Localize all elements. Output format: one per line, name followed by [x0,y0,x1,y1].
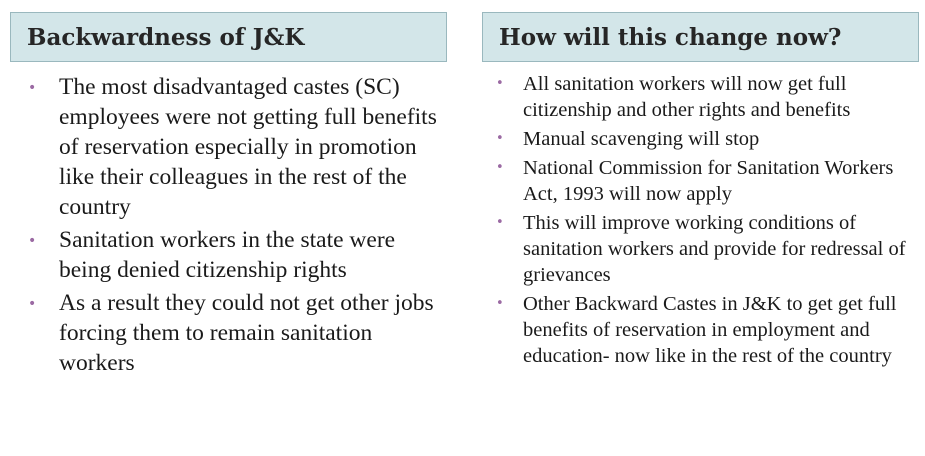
list-item [496,291,914,369]
right-panel-title: How will this change now? [482,12,919,62]
list-item [28,72,440,222]
list-item-text: The most disadvantaged castes (SC) employees were not getting full benefits of reservation especially in promotion like their colleagues in the rest of the country [59,74,437,220]
bullet-icon: • [28,233,37,249]
list-item-text: This will improve working conditions of sanitation workers and provide for redressal of grievances [523,212,906,286]
list-item-text: Sanitation workers in the state were being denied citizenship rights [59,227,396,283]
bullet-icon: • [28,80,37,96]
bullet-icon: • [496,215,504,230]
left-panel-title: Backwardness of J&K [10,12,447,62]
bullet-icon: • [496,296,504,311]
list-item-text: Other Backward Castes in J&K to get get full benefits of reservation in employment and education- now like in the rest of the country [523,293,897,367]
list-item [496,126,914,152]
list-item [496,71,914,123]
bullet-icon: • [496,76,504,91]
left-bullet-list [28,72,440,381]
list-item [496,155,914,207]
list-item-text: All sanitation workers will now get full citizenship and other rights and benefits [523,73,851,121]
bullet-icon: • [496,131,504,146]
list-item [28,225,440,285]
list-item-text: As a result they could not get other jobs forcing them to remain sanitation workers [59,290,434,376]
list-item-text: National Commission for Sanitation Workers Act, 1993 will now apply [523,157,894,205]
list-item [496,210,914,288]
right-bullet-list [496,71,914,372]
list-item [28,288,440,378]
bullet-icon: • [496,160,504,175]
list-item-text: Manual scavenging will stop [523,128,760,150]
bullet-icon: • [28,296,37,312]
